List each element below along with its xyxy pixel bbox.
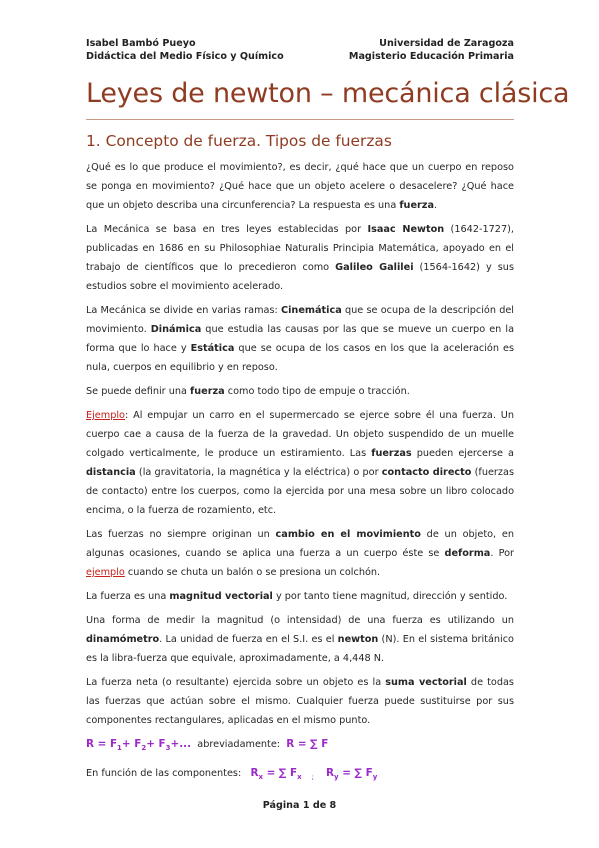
text: Se puede definir una: [86, 386, 191, 397]
paragraph-net-force: [86, 673, 514, 730]
paragraph-measure: [86, 611, 514, 668]
text: (N). En el sistema británico es la libra-fuerza que equivale, aproximadamente, a 4,448 N.: [86, 634, 514, 664]
text: de todas las fuerzas que actúan sobre el mismo. Cualquier fuerza puede sustituirse por sus componentes rectangulares, aplicadas en el mismo punto.: [86, 677, 514, 726]
text: ¿Qué es lo que produce el movimiento?, es decir, ¿qué hace que un cuerpo en reposo se ponga en movimiento? ¿Qué hace que un objeto acelere o desacelere? ¿Qué hace que un objeto describa una circunferencia? La respuesta es una: [86, 162, 514, 211]
text: Las fuerzas no siempre originan un: [86, 529, 276, 540]
text: . Por: [490, 548, 514, 559]
example-link[interactable]: Ejemplo: [86, 410, 125, 421]
bold-term: distancia: [86, 467, 136, 478]
text: Una forma de medir la magnitud (o intensidad) de una fuerza es utilizando un: [86, 615, 514, 626]
paragraph-branches: [86, 301, 514, 377]
text: (la gravitatoria, la magnética y la eléctrica) o por: [135, 467, 382, 478]
text: cuando se chuta un balón o se presiona un colchón.: [124, 567, 381, 578]
document-title: Leyes de newton – mecánica clásica: [86, 78, 570, 109]
text: . La unidad de fuerza en el S.I. es el: [159, 634, 338, 645]
bold-term: suma vectorial: [385, 677, 467, 688]
bold-term: fuerza: [190, 386, 225, 397]
paragraph-definition: [86, 382, 514, 401]
section-heading: 1. Concepto de fuerza. Tipos de fuerzas: [86, 132, 392, 150]
bold-term: magnitud vectorial: [169, 591, 273, 602]
paragraph-newton: [86, 220, 514, 296]
bold-term: Galileo Galilei: [335, 262, 414, 273]
text: .: [433, 200, 438, 211]
formula-label: abreviadamente:: [191, 739, 287, 750]
bold-term: deforma: [444, 548, 491, 559]
bold-term: newton: [337, 634, 379, 645]
bold-term: Dinámica: [150, 324, 202, 335]
formula-label: En función de las componentes:: [86, 768, 251, 780]
bold-term: Estática: [190, 343, 235, 354]
text: pueden ejercerse a: [411, 448, 514, 459]
text: La fuerza neta (o resultante) ejercida sobre un objeto es la: [86, 677, 386, 688]
text: que se ocupa de la descripción del movimiento.: [86, 305, 514, 335]
page-number: Página 1 de 8: [262, 800, 337, 811]
page-header: [86, 37, 514, 63]
formula-sum: [86, 735, 514, 758]
text: : Al empujar un carro en el supermercado se ejerce sobre él una fuerza. Un cuerpo cae a causa de la fuerza de la gravedad. Un objeto suspendido de un muelle colgado verticalmente, le produce un estiramiento. Las: [86, 410, 514, 459]
paragraph-deformation: [86, 525, 514, 582]
text: La fuerza es una: [86, 591, 170, 602]
text: (1642-1727), publicadas en 1686 en su Philosophiae Naturalis Principia Matemática, apoyado en el trabajo de científicos que lo precedieron como: [86, 224, 514, 273]
text: (fuerzas de contacto) entre los cuerpos, como la ejercida por una mesa sobre un libro colocado encima, o la fuerza de rozamiento, etc.: [86, 467, 514, 516]
header-author: Isabel Bambó Pueyo: [86, 38, 196, 49]
text: y por tanto tiene magnitud, dirección y sentido.: [272, 591, 508, 602]
formula-short: R = ∑ F: [286, 738, 329, 750]
text: (1564-1642) y sus estudios sobre el movimiento acelerado.: [86, 262, 514, 292]
text: de un objeto, en algunas ocasiones, cuando se aplica una fuerza a un cuerpo éste se: [86, 529, 514, 559]
bold-term: cambio en el movimiento: [275, 529, 421, 540]
title-divider: [86, 119, 514, 120]
formula-ry: $R_y$ = ∑ $F_y$: [325, 767, 378, 782]
text: que se ocupa de los casos en los que la aceleración es nula, cuerpos en equilibrio y en reposo.: [86, 343, 514, 373]
paragraph-vector: [86, 587, 514, 606]
formula-expanded: $R = F_1+ F_2+ F_3+$...: [86, 738, 192, 753]
bold-term: contacto directo: [381, 467, 472, 478]
bold-term: dinamómetro: [86, 634, 160, 645]
bold-term: fuerzas: [371, 448, 412, 459]
text: La Mecánica se divide en varias ramas:: [86, 305, 281, 316]
example-link[interactable]: ejemplo: [86, 567, 125, 578]
formula-rx: $R_x$ = ∑ $F_x$: [250, 767, 302, 782]
header-university: Universidad de Zaragoza: [379, 38, 514, 49]
paragraph-intro: [86, 158, 514, 215]
formula-separator: ;: [311, 773, 314, 782]
bold-term: Isaac Newton: [367, 224, 445, 235]
formula-components: [86, 764, 514, 787]
document-body: [86, 158, 514, 793]
bold-term: fuerza: [399, 200, 434, 211]
header-subject: Didáctica del Medio Físico y Químico: [86, 51, 284, 62]
header-degree: Magisterio Educación Primaria: [348, 51, 514, 62]
bold-term: Cinemática: [281, 305, 342, 316]
text: La Mecánica se basa en tres leyes establecidas por: [86, 224, 368, 235]
paragraph-example: [86, 406, 514, 520]
text: que estudia las causas por las que se mueve un cuerpo en la forma que lo hace y: [86, 324, 515, 354]
text: como todo tipo de empuje o tracción.: [224, 386, 410, 397]
